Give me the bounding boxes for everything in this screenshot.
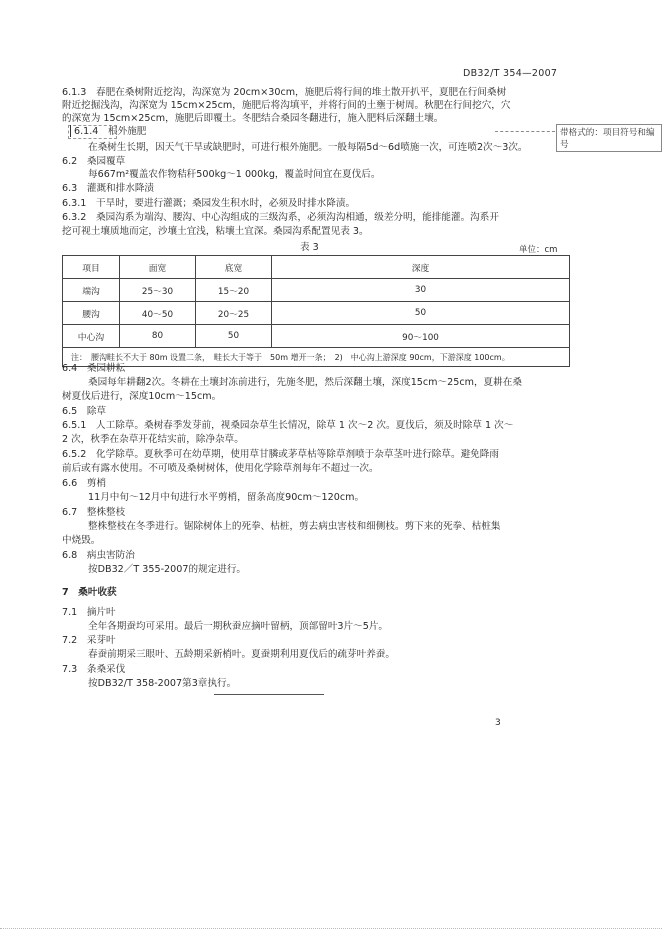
heading-7-1: 7.1 摘片叶 xyxy=(62,607,116,618)
para-6-3-2-line2: 挖可视土壤质地而定，沙壤土宜浅，粘壤土宜深。桑园沟系配置见表 3。 xyxy=(62,226,369,237)
format-comment-balloon[interactable]: 带格式的：项目符号和编号 xyxy=(556,124,662,152)
heading-6-4: 6.4 桑园耕耘 xyxy=(62,363,126,374)
table-unit: 单位：cm xyxy=(519,245,558,255)
table-cell: 30 xyxy=(272,279,570,302)
table-header-cell: 项目 xyxy=(63,256,120,279)
table-cell: 50 xyxy=(196,325,272,348)
para-6-1-3-line2: 附近挖掘浅沟，沟深宽为 15cm×25cm，施肥后将沟填平，并将行间的土壅于树周。秋肥在行间挖穴，穴 xyxy=(62,100,511,111)
table-cell: 20～25 xyxy=(196,302,272,325)
table-title: 表 3 xyxy=(300,242,319,253)
table-cell: 25～30 xyxy=(120,279,196,302)
heading-6-7: 6.7 整株整枝 xyxy=(62,507,126,518)
table-cell: 腰沟 xyxy=(63,302,120,325)
para-6-8: 按DB32／T 355-2007的规定进行。 xyxy=(88,564,247,575)
table-cell: 15～20 xyxy=(196,279,272,302)
table-3 xyxy=(62,255,570,367)
para-6-2: 每667m²覆盖农作物秸秆500kg～1 000kg，覆盖时间宜在夏伐后。 xyxy=(88,169,381,180)
table-cell: 中心沟 xyxy=(63,325,120,348)
heading-6-6: 6.6 剪梢 xyxy=(62,478,107,489)
scan-edge xyxy=(0,928,662,929)
para-7-1: 全年各期蚕均可采用。最后一期秋蚕应摘叶留柄，顶部留叶3片～5片。 xyxy=(88,621,389,632)
table-row xyxy=(63,302,570,325)
table-row xyxy=(63,279,570,302)
heading-6-1-4: 6.1.4 根外施肥 xyxy=(74,126,147,137)
table-header-cell: 底宽 xyxy=(196,256,272,279)
para-6-7-line2: 中烧毁。 xyxy=(62,535,101,546)
page-number: 3 xyxy=(495,718,501,728)
para-6-3-2-line1: 6.3.2 桑园沟系为端沟、腰沟、中心沟组成的三级沟系，必须沟沟相通，级差分明，能排能灌。沟系开 xyxy=(62,212,499,223)
table-header-cell: 深度 xyxy=(272,256,570,279)
para-6-5-1-line1: 6.5.1 人工除草。桑树春季发芽前，视桑园杂草生长情况，除草 1 次～2 次。夏伐后，须及时除草 1 次～ xyxy=(62,420,514,431)
para-6-1-3-line1: 6.1.3 春肥在桑树附近挖沟，沟深宽为 20cm×30cm，施肥后将行间的堆土散开扒平，夏肥在行间桑树 xyxy=(62,87,507,98)
heading-7-3: 7.3 条桑采伐 xyxy=(62,664,126,675)
para-7-2: 春蚕前期采三眼叶、五龄期采新梢叶。夏蚕期利用夏伐后的疏芽叶养蚕。 xyxy=(88,649,395,660)
table-footnote: 注： 腰沟畦长不大于 80m 设置二条， 畦长大于等于 50m 增开一条； 2) 中心沟上游深度 90cm，下游深度 100cm。 xyxy=(63,348,570,367)
para-7-3: 按DB32/T 358-2007第3章执行。 xyxy=(88,678,237,689)
table-cell: 90～100 xyxy=(272,325,570,348)
para-6-5-2-line2: 前后或有露水使用。不可喷及桑树树体，使用化学除草剂每年不超过一次。 xyxy=(62,463,379,474)
para-6-1-4: 在桑树生长期，因天气干旱或缺肥时，可进行根外施肥。一般每隔5d～6d喷施一次，可连喷2次～3次。 xyxy=(88,142,528,153)
table-cell: 40～50 xyxy=(120,302,196,325)
table-cell: 50 xyxy=(272,302,570,325)
end-rule xyxy=(214,694,324,695)
table-row xyxy=(63,325,570,348)
heading-6-5: 6.5 除草 xyxy=(62,406,107,417)
para-6-7-line1: 整株整枝在冬季进行。锯除树体上的死拳、枯桩，剪去病虫害枝和细侧枝。剪下来的死拳、枯桩集 xyxy=(88,521,501,532)
table-cell: 80 xyxy=(120,325,196,348)
table-cell: 端沟 xyxy=(63,279,120,302)
heading-6-2: 6.2 桑园覆草 xyxy=(62,156,126,167)
heading-6-8: 6.8 病虫害防治 xyxy=(62,550,135,561)
para-6-3-1: 6.3.1 干旱时，要进行灌溉；桑园发生积水时，必须及时排水降渍。 xyxy=(62,198,356,209)
para-6-4-line2: 树夏伐后进行，深度10cm～15cm。 xyxy=(62,391,222,402)
table-header-row xyxy=(63,256,570,279)
standard-code: DB32/T 354—2007 xyxy=(463,68,558,79)
heading-7: 7 桑叶收获 xyxy=(62,587,117,598)
para-6-4-line1: 桑园每年耕翻2次。冬耕在土壤封冻前进行，先施冬肥，然后深翻土壤，深度15cm～25cm，夏耕在桑 xyxy=(88,377,522,388)
change-marker xyxy=(70,125,71,137)
para-6-5-2-line1: 6.5.2 化学除草。夏秋季可在幼草期，使用草甘膦或茅草枯等除草剂喷于杂草茎叶进行除草。避免降雨 xyxy=(62,449,499,460)
heading-6-3: 6.3 灌溉和排水降渍 xyxy=(62,183,155,194)
para-6-1-3-line3: 的深宽为 15cm×25cm，施肥后即覆土。冬肥结合桑园冬翻进行，施入肥料后深翻土壤。 xyxy=(62,113,444,124)
para-6-6: 11月中旬～12月中旬进行水平剪梢，留条高度90cm～120cm。 xyxy=(88,492,365,503)
para-6-5-1-line2: 2 次，秋季在杂草开花结实前，除净杂草。 xyxy=(62,434,244,445)
heading-7-2: 7.2 采芽叶 xyxy=(62,635,116,646)
table-header-cell: 面宽 xyxy=(120,256,196,279)
table-footnote-row xyxy=(63,348,570,367)
comment-connector xyxy=(495,131,555,132)
